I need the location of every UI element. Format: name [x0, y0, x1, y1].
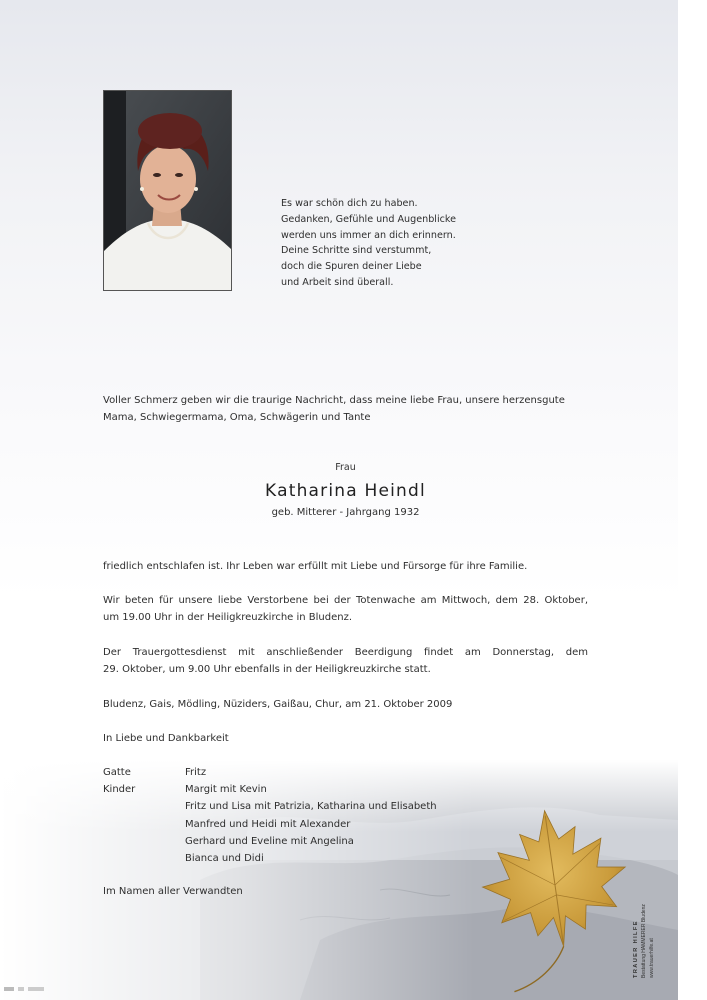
- family-row: [103, 764, 503, 781]
- imprint-brand: TRAUER HILFE: [633, 920, 639, 978]
- intro-line: Voller Schmerz geben wir die traurige Nachricht, dass meine liebe Frau, unsere herzensgute: [103, 395, 565, 406]
- family-members: Bianca und Didi: [185, 852, 264, 864]
- family-row: [103, 833, 503, 850]
- funeral-paragraph: [103, 644, 588, 678]
- deceased-name: Katharina Heindl: [265, 481, 426, 501]
- announcement-intro: [103, 392, 588, 426]
- place-and-date: Bludenz, Gais, Mödling, Nüziders, Gaißau, Chur, am 21. Oktober 2009: [103, 699, 453, 710]
- family-list: [103, 764, 503, 867]
- imprint-company: Bestattung HAMMERER Bludenz: [641, 904, 647, 978]
- imprint-website: www.trauerhilfe.at: [649, 938, 655, 978]
- family-members: Margit mit Kevin: [185, 784, 267, 796]
- birth-info: geb. Mitterer - Jahrgang 1932: [271, 507, 420, 518]
- memorial-poem: [281, 196, 541, 291]
- family-relation: Gatte: [103, 767, 131, 778]
- poem-line: Es war schön dich zu haben.: [281, 198, 418, 209]
- portrait-photo: [103, 90, 232, 291]
- funeral-line: 29. Oktober, um 9.00 Uhr ebenfalls in der Heiligkreuzkirche statt.: [103, 664, 431, 675]
- funeral-line: Der Trauergottesdienst mit anschließender Beerdigung findet am Donnerstag, dem: [103, 647, 588, 658]
- family-row: [103, 798, 503, 815]
- poem-line: Deine Schritte sind verstummt,: [281, 245, 432, 257]
- funeral-home-imprint: [630, 880, 670, 980]
- wake-line: Wir beten für unsere liebe Verstorbene bei der Totenwache am Mittwoch, dem 28. Oktober,: [103, 595, 588, 606]
- family-members: Manfred und Heidi mit Alexander: [185, 818, 351, 830]
- family-row: [103, 781, 503, 798]
- family-relation: Kinder: [103, 784, 136, 796]
- family-members: Fritz und Lisa mit Patrizia, Katharina und Elisabeth: [185, 801, 437, 813]
- in-love-line: In Liebe und Dankbarkeit: [103, 733, 229, 744]
- wake-line: um 19.00 Uhr in der Heiligkreuzkirche in Bludenz.: [103, 612, 353, 623]
- salutation: Frau: [335, 462, 356, 473]
- family-members: Fritz: [185, 767, 207, 778]
- poem-line: Gedanken, Gefühle und Augenblicke: [281, 213, 457, 225]
- print-mark: [4, 985, 54, 995]
- closing-line: Im Namen aller Verwandten: [103, 886, 243, 897]
- family-row: [103, 850, 503, 867]
- poem-line: werden uns immer an dich erinnern.: [281, 229, 456, 241]
- poem-line: und Arbeit sind überall.: [281, 276, 394, 288]
- passed-paragraph: friedlich entschlafen ist. Ihr Leben war erfüllt mit Liebe und Fürsorge für ihre Familie.: [103, 561, 528, 572]
- family-members: Gerhard und Eveline mit Angelina: [185, 835, 354, 847]
- poem-line: doch die Spuren deiner Liebe: [281, 261, 422, 273]
- intro-line: Mama, Schwiegermama, Oma, Schwägerin und Tante: [103, 412, 371, 423]
- family-row: [103, 816, 503, 833]
- wake-paragraph: [103, 592, 588, 626]
- page-margin: [678, 0, 707, 1000]
